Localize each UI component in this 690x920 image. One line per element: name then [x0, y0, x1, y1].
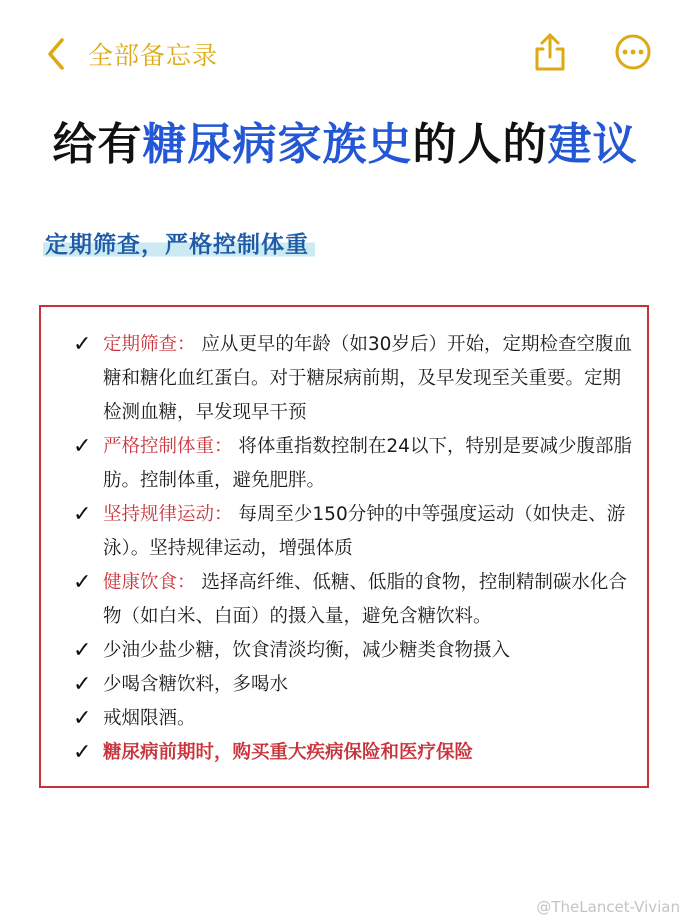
more-icon — [613, 32, 653, 72]
check-icon: ✓ — [73, 672, 92, 697]
chevron-left-icon — [46, 37, 66, 71]
list-item — [73, 498, 633, 566]
list-item — [73, 566, 633, 634]
item-text: 戒烟限酒。 — [103, 708, 196, 729]
item-text: 将体重指数控制在24以下，特别是要减少腹部脂肪。控制体重，避免肥胖。 — [103, 436, 632, 491]
nav-bar — [0, 0, 690, 110]
item-text: 少油少盐少糖，饮食清淡均衡，减少糖类食物摄入 — [103, 640, 511, 661]
check-icon: ✓ — [73, 638, 92, 663]
title-part-3: 的人的 — [412, 119, 548, 170]
check-icon: ✓ — [73, 570, 92, 595]
back-button[interactable] — [46, 34, 218, 74]
back-label: 全部备忘录 — [88, 41, 219, 70]
title-part-1: 给有 — [52, 119, 143, 170]
item-text: 选择高纤维、低糖、低脂的食物，控制精制碳水化合物（如白米、白面）的摄入量，避免含糖饮料。 — [103, 572, 627, 627]
share-button[interactable] — [532, 32, 568, 76]
title-highlight-2: 建议 — [547, 119, 638, 170]
item-key: 坚持规律运动： — [103, 504, 233, 525]
page-title — [0, 108, 690, 172]
list-item — [73, 430, 633, 498]
item-key: 健康饮食： — [103, 572, 196, 593]
more-button[interactable] — [613, 32, 653, 76]
item-emphasis: 糖尿病前期时，购买重大疾病保险和医疗保险 — [103, 742, 474, 763]
check-icon: ✓ — [73, 332, 92, 357]
list-item — [73, 736, 633, 770]
item-key: 定期筛查： — [103, 334, 196, 355]
item-text: 应从更早的年龄（如30岁后）开始，定期检查空腹血糖和糖化血红蛋白。对于糖尿病前期，及早发现至关重要。定期检测血糖，早发现早干预 — [103, 334, 632, 423]
item-key: 严格控制体重： — [103, 436, 233, 457]
list-item — [73, 328, 633, 430]
list-item — [73, 634, 633, 668]
advice-card — [39, 305, 649, 788]
item-text: 每周至少150分钟的中等强度运动（如快走、游泳）。坚持规律运动，增强体质 — [103, 504, 626, 559]
title-highlight-1: 糖尿病家族史 — [142, 119, 413, 170]
check-icon: ✓ — [73, 740, 92, 765]
check-icon: ✓ — [73, 434, 92, 459]
list-item — [73, 668, 633, 702]
check-icon: ✓ — [73, 502, 92, 527]
share-icon — [532, 32, 568, 72]
advice-list — [73, 328, 633, 770]
list-item — [73, 702, 633, 736]
watermark: @TheLancet-Vivian — [536, 898, 680, 916]
section-subtitle: 定期筛查，严格控制体重 — [43, 226, 315, 259]
check-icon: ✓ — [73, 706, 92, 731]
item-text: 少喝含糖饮料，多喝水 — [103, 674, 289, 695]
